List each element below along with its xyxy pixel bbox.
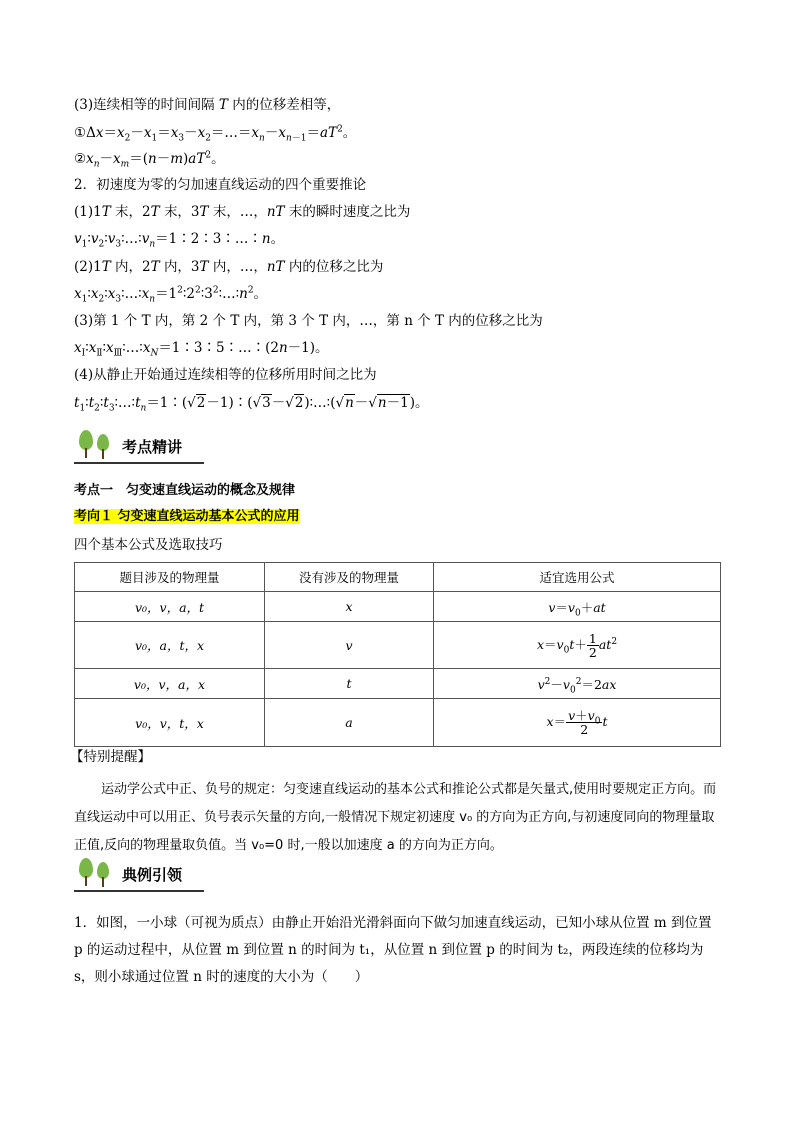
kaoxiang-heading: 考向１ 匀变速直线运动基本公式的应用 bbox=[74, 509, 300, 524]
formula-line: $t_1∶t_2∶t_3∶\dots∶t_n=1∶(√2-1)∶(√3-√2)∶\dots∶(√n-√n-1)$。 bbox=[74, 395, 429, 414]
formula-line: $①\Delta x=x_2-x_1=x_3-x_2=\dots=x_n-x_{n-1}=aT^2$。 bbox=[74, 124, 357, 144]
tree-icon bbox=[78, 430, 94, 458]
text-line: (1)1T 末，2T 末，3T 末，…，nT 末的瞬时速度之比为 bbox=[74, 204, 411, 220]
formula-table bbox=[74, 562, 721, 747]
table-header: 适宜选用公式 bbox=[434, 563, 721, 592]
tree-icon bbox=[96, 862, 112, 890]
formula-cell: $v^2-v_0^2=2ax$ bbox=[434, 669, 721, 699]
table-row: v₀，v，t，x a x＝ $\frac{v+v_0}{2}$ t bbox=[75, 699, 721, 747]
formula-cell: $x=v_0t+$ $\frac{1}{2}$ $at^2$ bbox=[434, 622, 721, 669]
kaodian-heading: 考点一 匀变速直线运动的概念及规律 bbox=[74, 483, 296, 498]
question-text: 1．如图，一小球（可视为质点）由静止开始沿光滑斜面向下做匀加速直线运动，已知小球从位置 m 到位置 p 的运动过程中，从位置 m 到位置 n 的时间为 t₁，从位置 n 到位置 p 的时间为 t₂，两段连续的位移均为 s，则小球通过位置 n 时的速度的大小为（ ） bbox=[74, 915, 712, 985]
formula-line: $x_1∶x_2∶x_3∶\dots∶x_n=1^2∶2^2∶3^2∶\dots∶n^2$。 bbox=[74, 285, 268, 305]
table-header: 没有涉及的物理量 bbox=[265, 563, 434, 592]
text-line: 2．初速度为零的匀加速直线运动的四个重要推论 bbox=[74, 177, 367, 193]
formula-line: $v_1∶v_2∶v_3∶\dots∶v_n=1∶2∶3∶\dots∶n$。 bbox=[74, 231, 285, 250]
tree-icon bbox=[78, 858, 94, 886]
table-row: v₀，v，a，x t $v^2-v_0^2=2ax$ bbox=[75, 669, 721, 699]
section-header-kaodian bbox=[74, 430, 214, 464]
section-header-dianli bbox=[74, 858, 214, 892]
tip-paragraph: 运动学公式中正、负号的规定：匀变速直线运动的基本公式和推论公式都是矢量式,使用时要规定正方向。而直线运动中可以用正、负号表示矢量的方向,一般情况下规定初速度 v₀ 的方向为正方向,与初速度同向的物理量取正值,反向的物理量取负值。当 v₀=0 时,一般以加速度 a 的方向为正方向。 bbox=[74, 782, 717, 853]
text-line: (2)1T 内，2T 内，3T 内，…，nT 内的位移之比为 bbox=[74, 259, 384, 275]
formula-cell: $v=v_0+at$ bbox=[434, 592, 721, 622]
text-line: (3)第 1 个 T 内，第 2 个 T 内，第 3 个 T 内，…，第 n 个 T 内的位移之比为 bbox=[74, 313, 543, 329]
section-title: 典例引领 bbox=[122, 866, 183, 884]
text-line: (3)连续相等的时间间隔 T 内的位移差相等， bbox=[74, 97, 341, 113]
tree-icon bbox=[96, 434, 112, 462]
table-header: 题目涉及的物理量 bbox=[75, 563, 265, 592]
table-caption: 四个基本公式及选取技巧 bbox=[74, 537, 223, 553]
formula-cell: x＝ $\frac{v+v_0}{2}$ t bbox=[434, 699, 721, 747]
formula-line: $x_Ⅰ∶x_Ⅱ∶x_Ⅲ∶\dots∶x_N=1∶3∶5∶\dots∶(2n-1)$。 bbox=[74, 340, 329, 359]
formula-line: $②x_n-x_m=(n-m)aT^2$。 bbox=[74, 150, 225, 170]
text-line: (4)从静止开始通过连续相等的位移所用时间之比为 bbox=[74, 367, 377, 383]
table-row: v₀，a，t，x v $x=v_0t+$ $\frac{1}{2}$ $at^2$ bbox=[75, 622, 721, 669]
table-row: v₀，v，a，t x $v=v_0+at$ bbox=[75, 592, 721, 622]
tip-title: 【特别提醒】 bbox=[70, 749, 151, 765]
section-title: 考点精讲 bbox=[122, 438, 183, 456]
